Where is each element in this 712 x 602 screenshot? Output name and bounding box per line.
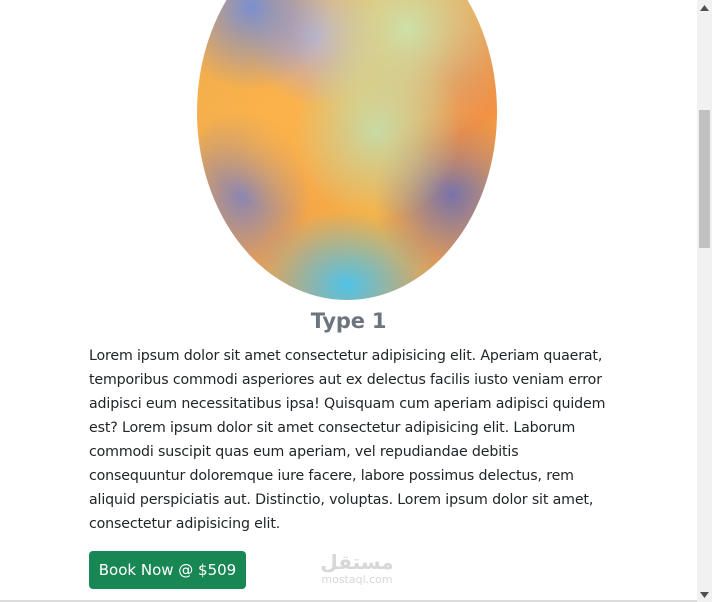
card-description: Lorem ipsum dolor sit amet consectetur adipisicing elit. Aperiam quaerat, temporibus commodi asperiores aut ex delectus facilis iusto veniam error adipisci eum necessitatibus ipsa! Quisquam cum aperiam adipisci quidem est? Lorem ipsum dolor sit amet consectetur adipisicing elit. Laborum commodi suscipit quas eum aperiam, vel repudiandae debitis consequuntur doloremque iure facere, labore possimus delectus, rem aliquid perspiciatis aut. Distinctio, voluptas. Lorem ipsum dolor sit amet, consectetur adipisicing elit.	[89, 348, 606, 532]
chevron-down-icon[interactable]	[697, 587, 712, 602]
watermark-arabic: مستقل	[320, 550, 394, 574]
chevron-up-icon[interactable]	[697, 0, 712, 15]
card-title: Type 1	[310, 309, 387, 333]
watermark-latin: mostaql.com	[321, 573, 393, 586]
watermark-logo	[312, 551, 402, 591]
gradient-oval-image	[197, 0, 497, 300]
scrollbar-thumb[interactable]	[699, 110, 710, 248]
book-now-button[interactable]: Book Now @ $509	[89, 551, 246, 589]
vertical-scrollbar[interactable]	[697, 0, 712, 602]
